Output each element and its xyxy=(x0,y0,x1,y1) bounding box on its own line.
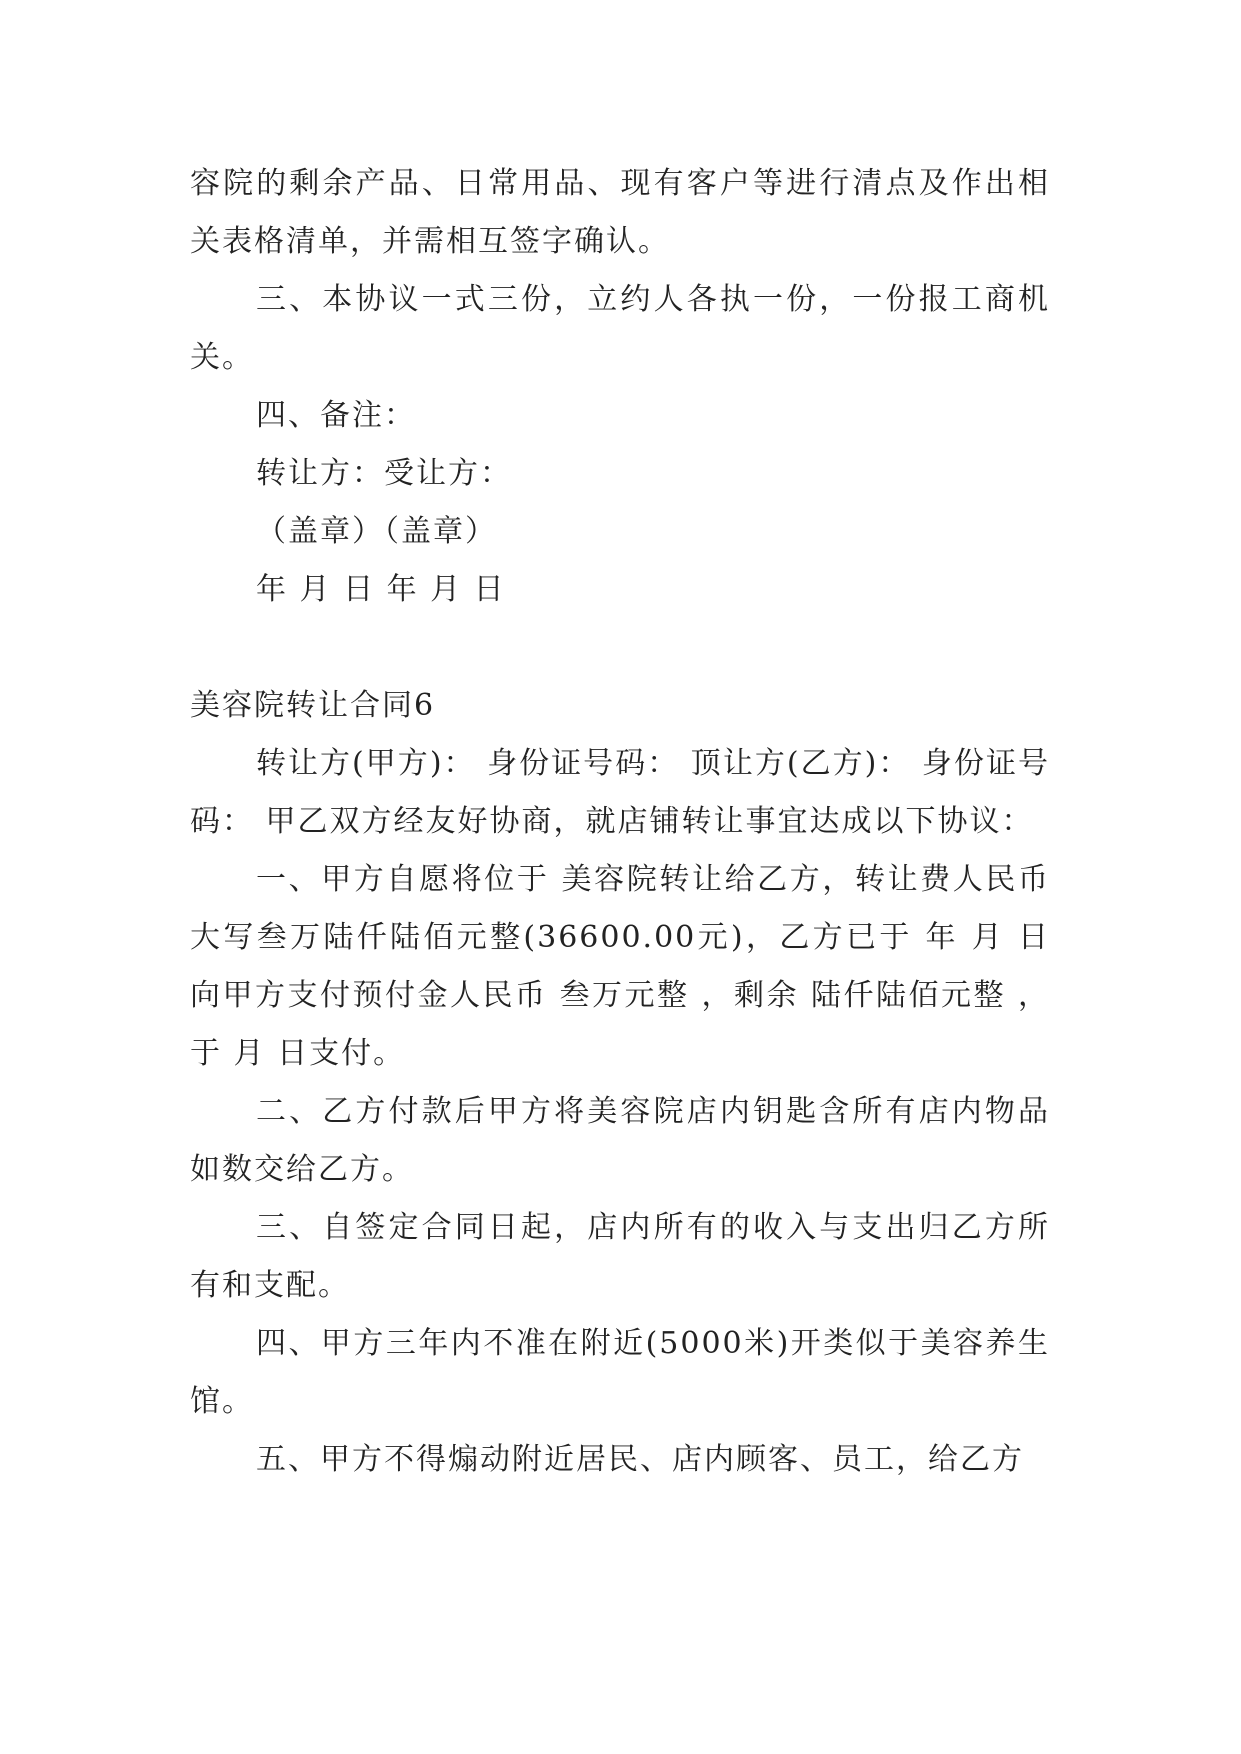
document-body xyxy=(190,155,1050,1489)
contract-clause-1: 一、甲方自愿将位于 美容院转让给乙方，转让费人民币大写叁万陆仟陆佰元整(36600.00元)，乙方已于 年 月 日向甲方支付预付金人民币 叁万元整 ，剩余 陆仟陆佰元整 ，于 月 日支付。 xyxy=(190,862,1050,1071)
date-line: 年 月 日 年 月 日 xyxy=(256,572,506,607)
remarks-line: 四、备注： xyxy=(256,398,416,433)
continuation-paragraph-1: 容院的剩余产品、日常用品、现有客户等进行清点及作出相关表格清单，并需相互签字确认。 xyxy=(190,166,1050,259)
contract-paragraph-parties: 转让方(甲方)： 身份证号码： 顶让方(乙方)： 身份证号码： 甲乙双方经友好协商，就店铺转让事宜达成以下协议： xyxy=(190,746,1050,839)
contract-clause-5: 五、甲方不得煽动附近居民、店内顾客、员工，给乙方 xyxy=(256,1442,1024,1477)
parties-line: 转让方：受让方： xyxy=(256,456,512,491)
seal-line: （盖章）（盖章） xyxy=(256,514,497,549)
contract-clause-2: 二、乙方付款后甲方将美容院店内钥匙含所有店内物品如数交给乙方。 xyxy=(190,1094,1050,1187)
section-title: 美容院转让合同6 xyxy=(190,688,436,723)
contract-clause-3: 三、自签定合同日起，店内所有的收入与支出归乙方所有和支配。 xyxy=(190,1210,1050,1303)
contract-clause-4: 四、甲方三年内不准在附近(5000米)开类似于美容养生馆。 xyxy=(190,1326,1050,1419)
continuation-paragraph-2: 三、本协议一式三份，立约人各执一份，一份报工商机关。 xyxy=(190,282,1050,375)
